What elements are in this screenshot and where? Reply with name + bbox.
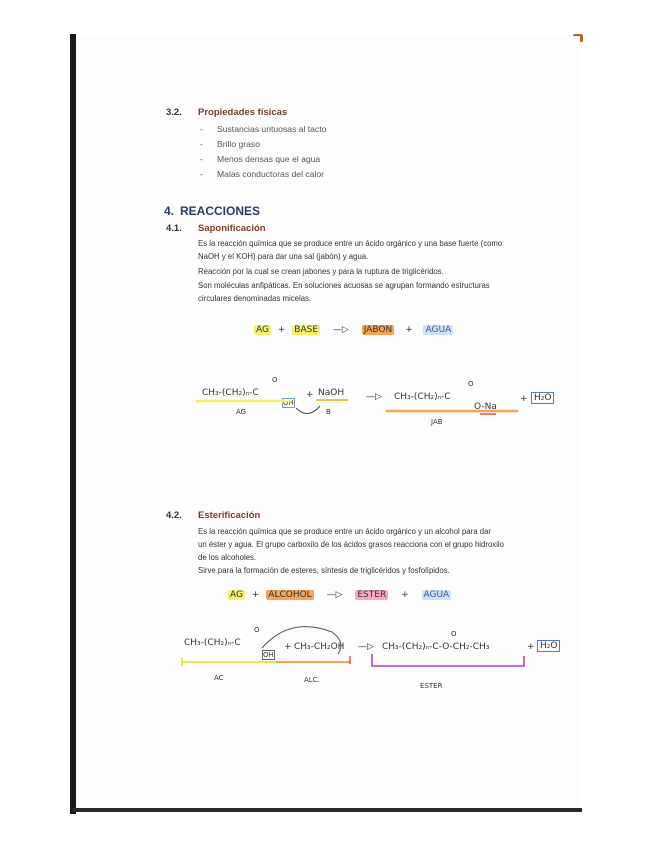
ag-label: AG [256,325,269,335]
plus-sign: + [306,390,314,400]
acid-oxygen: O [254,626,260,634]
bullet-item-1: Sustancias untuosas al tacto [217,124,327,134]
section-3-2-number: 3.2. [166,107,182,118]
paragraph-line: Sirve para la formación de esteres, síntesis de triglicéridos y fosfolípidos. [198,566,450,575]
alcohol-label: ALCOHOL [268,590,312,600]
agua-label: AGUA [423,590,450,600]
product-oxygen: O [468,380,474,388]
hydroxyl-transfer-arc [262,627,341,654]
naoh-formula: NaOH [318,388,345,398]
section-4-number: 4. [164,204,175,218]
agua-label: AGUA [425,325,452,335]
plus-sign: + [251,590,260,600]
arrow: —▷ [358,642,374,652]
soap-product: CH₃-(CH₂)ₙ-C [394,392,451,402]
plus-sign: + [284,642,292,652]
base-label: B [326,408,331,416]
bullet-item-4: Malas conductoras del calor [217,169,324,179]
plus-sign: + [520,394,528,404]
paragraph-line: Es la reacción química que se produce entre un ácido orgánico y una base fuerte (como [198,239,503,248]
ester-violet-bracket [372,654,524,666]
bullet-item-2: Brillo graso [217,139,260,149]
acid-label: AC [214,674,224,682]
bullet-item-3: Menos densas que el agua [217,154,321,164]
notebook-page [76,36,580,808]
jabon-label: JABON [363,325,393,335]
section-4-1-title: Saponificación [198,223,266,234]
section-4-2-title: Esterificación [198,510,261,521]
bullet-dash: - [200,139,203,149]
ester-label: ESTER [357,590,387,600]
ethanol-formula: CH₃-CH₂OH [294,642,345,652]
paragraph-line: circulares denominadas micelas. [198,294,312,303]
alcohol-label: ALC. [304,676,320,684]
paragraph-line: Reacción por la cual se crean jabones y para la ruptura de triglicéridos. [198,267,444,276]
section-4-1-number: 4.1. [166,223,182,234]
acid-label: AG [236,408,247,416]
plus-sign: + [401,590,409,600]
section-3-2-title: Propiedades físicas [198,107,288,118]
bullet-dash: - [200,124,203,134]
section-4-2-number: 4.2. [166,510,182,521]
section-4-title: REACCIONES [180,204,261,218]
paragraph-line: Es la reacción química que se produce entre un ácido orgánico y un alcohol para dar [198,527,491,536]
water-product: H₂O [531,392,554,404]
saponification-acid: CH₃-(CH₂)ₙ-C [202,388,259,398]
acid-hydroxyl: OH [263,651,274,659]
marker-annotations [76,36,580,808]
plus-sign: + [405,325,413,335]
hydroxyl-arrow [296,406,320,414]
water-product: H₂O [537,640,560,652]
paragraph-line: un éster y agua. El grupo carboxilo de los ácidos grasos reacciona con el grupo hidroxilo [198,540,504,549]
base-label: BASE [294,325,319,335]
product-oxygen: O [451,630,457,638]
bullet-dash: - [200,169,203,179]
product-ona: O-Na [474,402,497,412]
arrow: —▷ [326,590,343,600]
ester-label: ESTER [420,682,443,690]
esterification-acid: CH₃-(CH₂)ₙ-C [184,638,241,648]
paragraph-line: Son moléculas anfipáticas. En soluciones acuosas se agrupan formando estructuras [198,281,490,290]
acid-oxygen: O [272,376,278,384]
arrow: —▷ [366,392,382,402]
plus-sign: + [277,325,286,335]
ester-product: CH₃-(CH₂)ₙ-C-O-CH₂-CH₃ [382,642,490,652]
paragraph-line: NaOH y el KOH) para dar una sal (jabón) y agua. [198,252,369,261]
soap-label: JAB [431,418,443,426]
acid-hydroxyl: OH [283,399,294,407]
ag-label: AG [230,590,243,600]
arrow: —▷ [332,325,349,335]
bullet-dash: - [200,154,203,164]
paragraph-line: de los alcoholes. [198,553,257,562]
binder-edge-bottom [72,808,582,812]
plus-sign: + [527,642,535,652]
